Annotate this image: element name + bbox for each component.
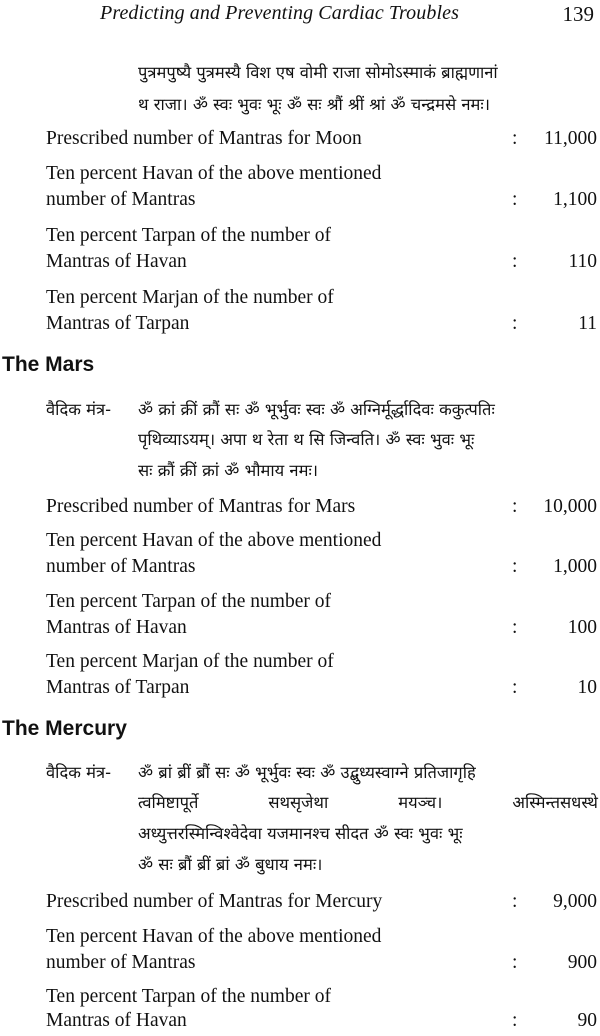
table-row	[46, 924, 600, 976]
row-description: Prescribed number of Mantras for Mercury	[46, 891, 383, 912]
table-row	[46, 494, 600, 520]
row-description: Ten percent Tarpan of the number of	[46, 225, 331, 246]
row-description: number of Mantras	[46, 952, 196, 973]
mantra-word: त्वमिष्टापूर्ते	[138, 793, 199, 812]
row-value: 110	[568, 251, 597, 272]
row-colon: :	[512, 496, 518, 517]
row-value: 10	[577, 677, 597, 698]
page-header	[0, 0, 600, 28]
row-description: Mantras of Havan	[46, 251, 187, 272]
row-description: Ten percent Havan of the above mentioned	[46, 163, 382, 184]
mantra-prefix: वैदिक मंत्र-	[46, 400, 112, 419]
table-row	[46, 285, 600, 337]
section-heading-mars: The Mars	[2, 353, 95, 376]
row-colon: :	[512, 251, 518, 272]
table-row	[46, 528, 600, 580]
row-colon: :	[512, 1010, 518, 1031]
mantra-line: सः क्रौं क्रीं क्रां ॐ भौमाय नमः।	[138, 461, 319, 480]
row-description: Ten percent Marjan of the number of	[46, 287, 334, 308]
mantra-line: अध्युत्तरस्मिन्विश्वेदेवा यजमानश्च सीदत ॐ स्वः भुवः भूः	[138, 824, 463, 843]
row-description: Mantras of Tarpan	[46, 677, 190, 698]
row-colon: :	[512, 313, 518, 334]
mantra-line: पृथिव्याऽयम्। अपा थ रेता थ सि जिन्वति। ॐ स्वः भुवः भूः	[138, 430, 475, 449]
mantra-line: थ राजा। ॐ स्वः भुवः भूः ॐ सः श्रौं श्रीं श्रां ॐ चन्द्रमसे नमः।	[138, 95, 490, 114]
row-description: Mantras of Havan	[46, 617, 187, 638]
section-heading-mercury: The Mercury	[2, 717, 127, 740]
row-description: Prescribed number of Mantras for Mars	[46, 496, 356, 517]
mantra-line	[138, 790, 598, 813]
row-description: number of Mantras	[46, 556, 196, 577]
table-row	[46, 223, 600, 275]
mantra-word: सथसृजेथा	[268, 793, 329, 812]
row-colon: :	[512, 556, 518, 577]
page-number: 139	[562, 2, 594, 26]
row-value: 11	[578, 313, 597, 334]
mantra-line: पुत्रमपुष्यै पुत्रमस्यै विश एष वोमी राजा सोमोऽस्माकं ब्राह्मणानां	[138, 63, 498, 82]
row-colon: :	[512, 189, 518, 210]
table-row	[46, 984, 600, 1036]
row-value: 9,000	[553, 891, 597, 912]
row-value: 100	[567, 617, 597, 638]
row-description: Ten percent Tarpan of the number of	[46, 591, 331, 612]
mantra-word: मयञ्च।	[398, 793, 443, 812]
row-value: 1,100	[553, 189, 597, 210]
mantra-prefix: वैदिक मंत्र-	[46, 763, 112, 782]
row-value: 90	[577, 1010, 597, 1031]
row-description: Prescribed number of Mantras for Moon	[46, 128, 362, 149]
row-colon: :	[512, 891, 518, 912]
row-colon: :	[512, 677, 518, 698]
table-row	[46, 649, 600, 701]
row-description: Ten percent Marjan of the number of	[46, 651, 334, 672]
row-value: 900	[567, 952, 597, 973]
mantra-line: ॐ क्रां क्रीं क्रौं सः ॐ भूर्भुवः स्वः ॐ अग्निर्मूर्द्धादिवः ककुत्पतिः	[138, 400, 495, 419]
mantra-line: ॐ ब्रां ब्रीं ब्रौं सः ॐ भूर्भुवः स्वः ॐ उद्बुध्यस्वाग्ने प्रतिजागृहि	[138, 763, 476, 782]
row-description: Ten percent Tarpan of the number of	[46, 986, 331, 1007]
row-description: Ten percent Havan of the above mentioned	[46, 530, 382, 551]
row-colon: :	[512, 128, 518, 149]
row-value: 10,000	[543, 496, 597, 517]
row-description: number of Mantras	[46, 189, 196, 210]
table-row	[46, 161, 600, 213]
running-title: Predicting and Preventing Cardiac Troubles	[100, 2, 459, 24]
row-description: Mantras of Havan	[46, 1010, 187, 1031]
row-colon: :	[512, 617, 518, 638]
table-row	[46, 889, 600, 915]
row-value: 1,000	[553, 556, 597, 577]
table-row	[46, 589, 600, 641]
row-value: 11,000	[544, 128, 597, 149]
row-colon: :	[512, 952, 518, 973]
mantra-word: अस्मिन्तसधस्थे	[512, 793, 598, 812]
row-description: Ten percent Havan of the above mentioned	[46, 926, 382, 947]
table-row	[46, 126, 600, 152]
mantra-line: ॐ सः ब्रौं ब्रीं ब्रां ॐ बुधाय नमः।	[138, 855, 323, 874]
row-description: Mantras of Tarpan	[46, 313, 190, 334]
